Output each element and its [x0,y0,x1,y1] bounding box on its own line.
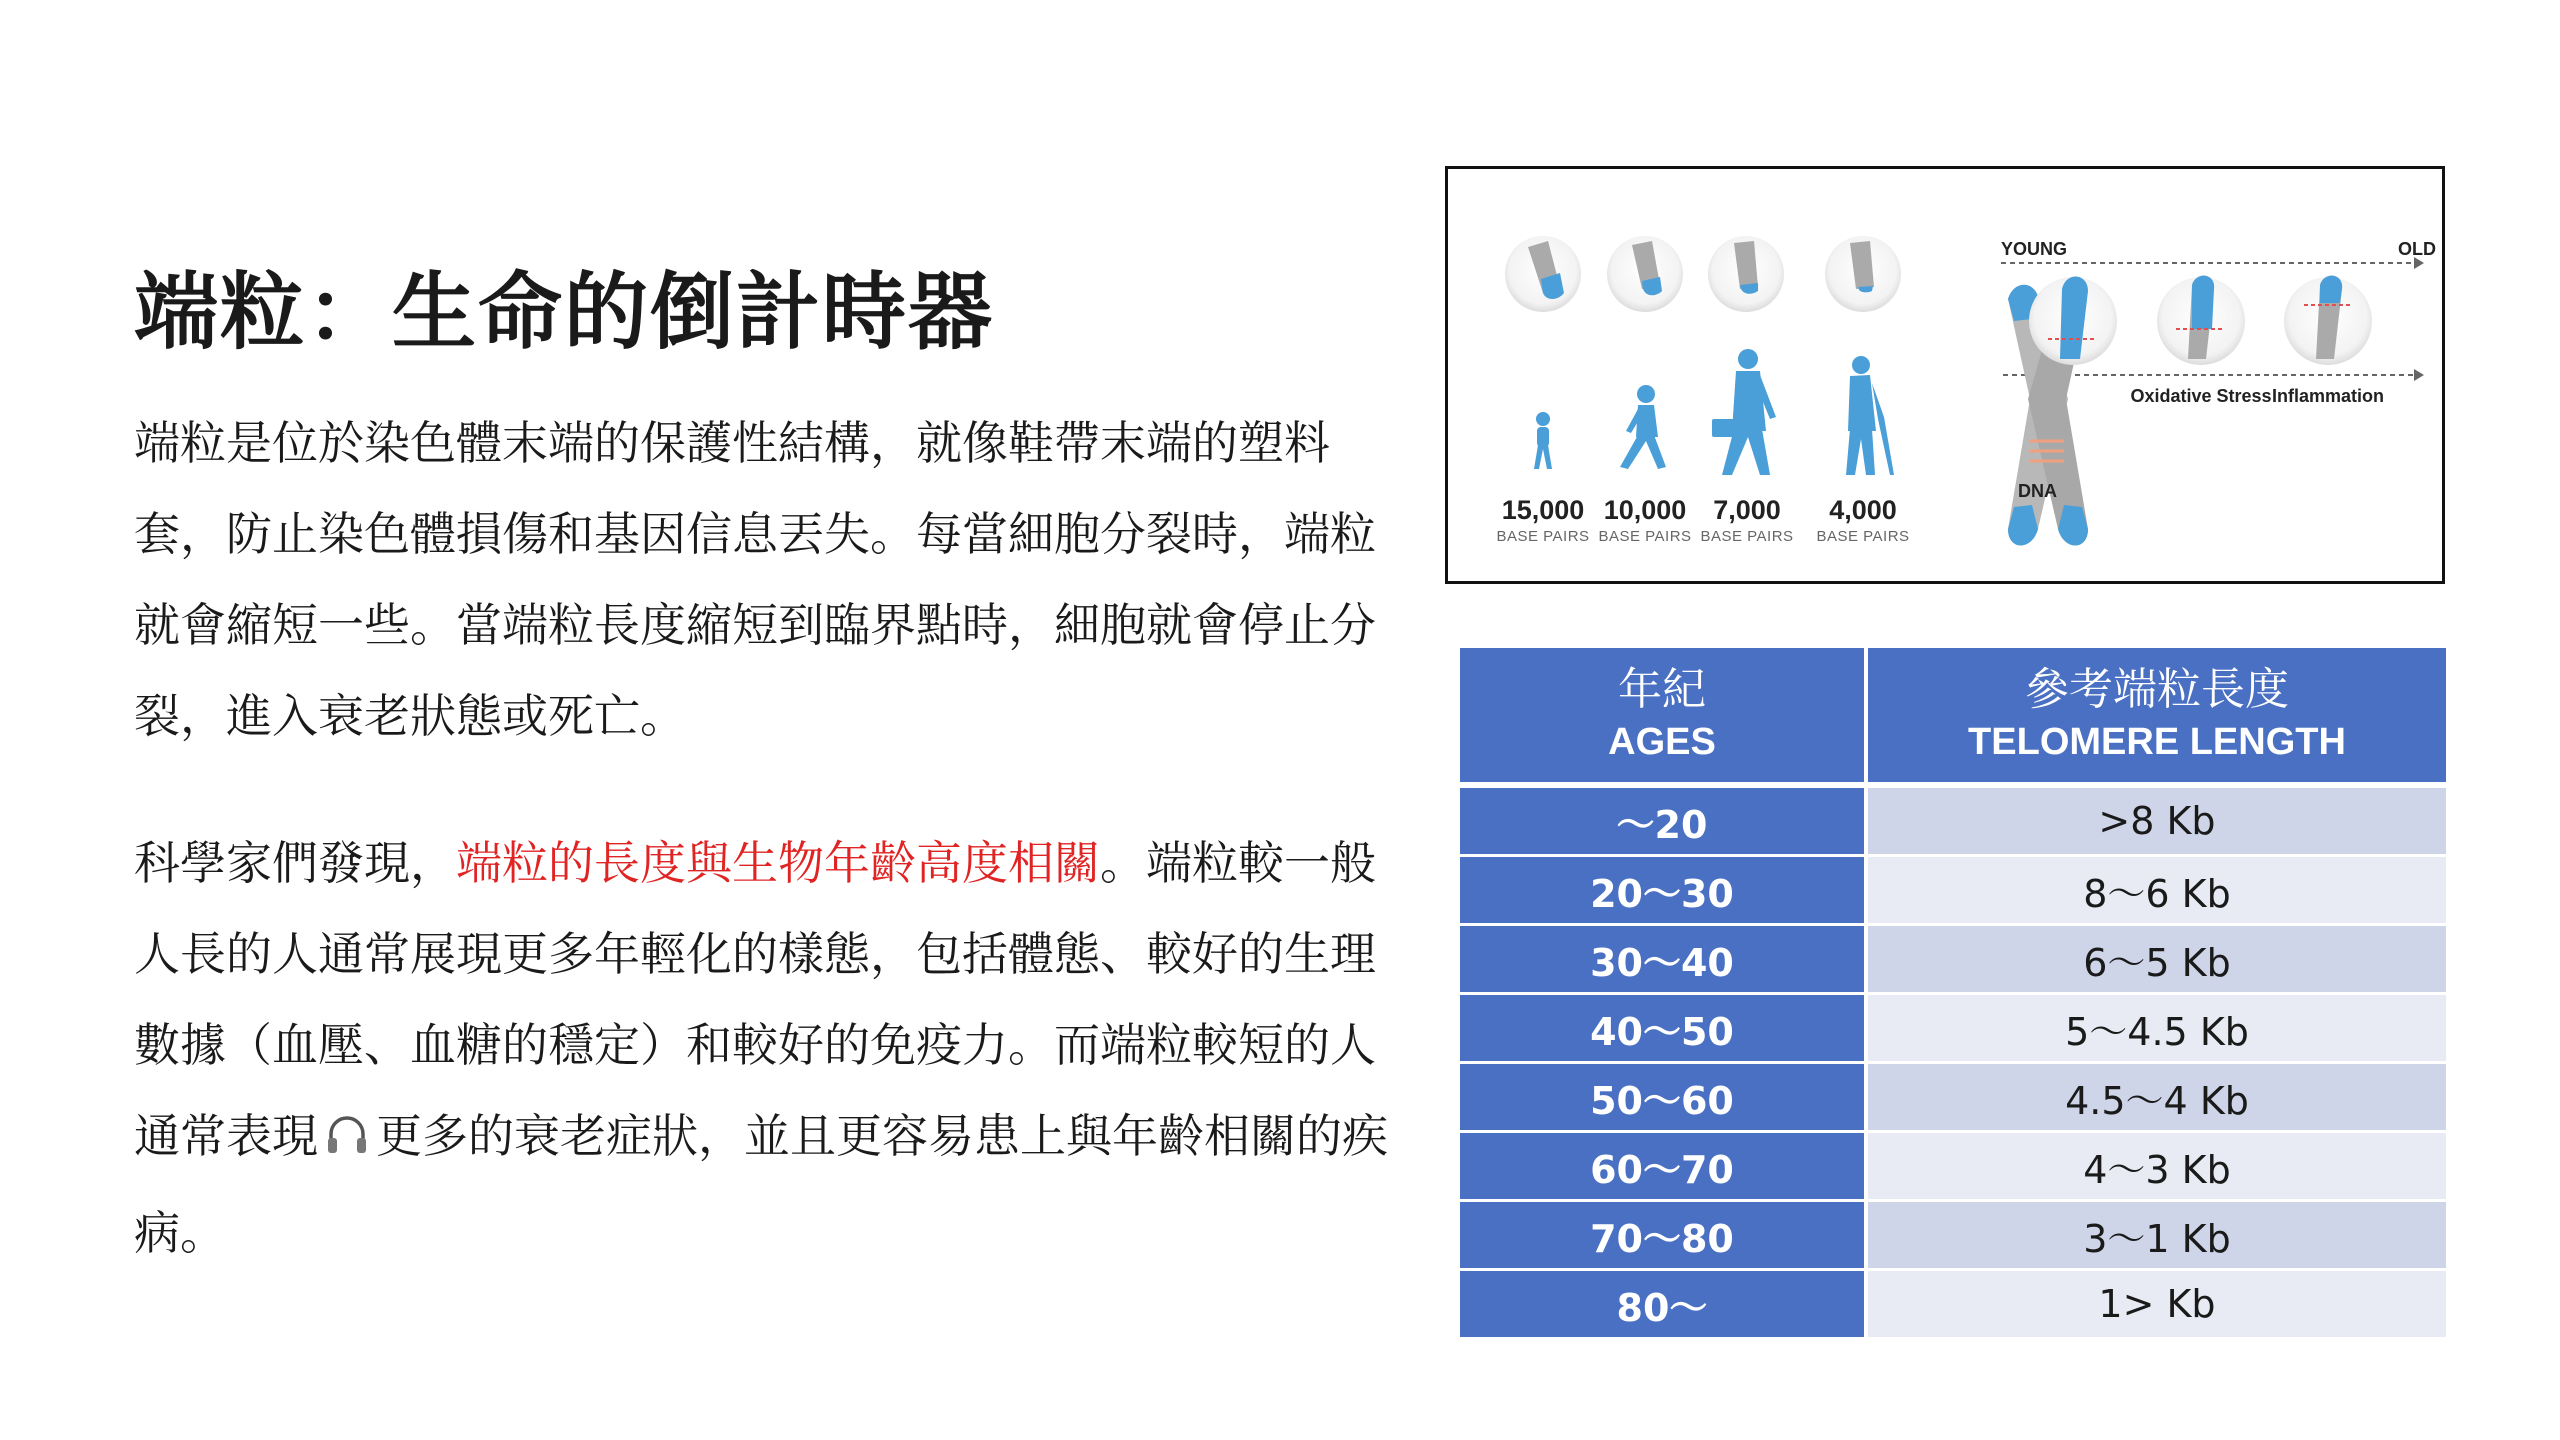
length-header-cn: 參考端粒長度 [2025,664,2289,715]
length-cell: 8～6 Kb [1868,857,2446,926]
table-row [1460,926,2446,995]
young-label: YOUNG [2001,239,2068,259]
paragraph-text: 。端粒較一般人長的人通常展現更多年輕化的樣態，包括體態、較好的生理數據（血壓、血糖的穩定）和較好的免疫力。而端粒較短的人通常表現 [134,836,1376,1163]
table-row [1460,1202,2446,1271]
telomere-young-icon [2029,276,2117,365]
chromosome-end-icon [1505,236,1581,312]
research-paragraph [134,818,1394,1279]
base-pair-label: BASE PAIRS [1700,528,1794,545]
age-cell: ～20 [1460,788,1868,857]
paragraph-text: 更多的衰老症狀，並且更容易患上與年齡相關的疾病。 [134,1109,1388,1260]
age-cell: 70～80 [1460,1202,1868,1271]
age-cell: 20～30 [1460,857,1868,926]
child-figure-icon [1534,412,1552,469]
table-header-row [1460,648,2446,788]
base-pair-label: BASE PAIRS [1598,528,1692,545]
age-cell: 80～ [1460,1271,1868,1340]
age-cell: 60～70 [1460,1133,1868,1202]
age-header [1460,648,1868,788]
table-row [1460,788,2446,857]
highlighted-text: 端粒的長度與生物年齡高度相關 [456,836,1100,890]
base-pair-count: 4,000 [1829,495,1897,525]
intro-paragraph: 端粒是位於染色體末端的保護性結構，就像鞋帶末端的塑料套，防止染色體損傷和基因信息丟失。每當細胞分裂時，端粒就會縮短一些。當端粒長度縮短到臨界點時，細胞就會停止分裂，進入衰老狀態或死亡。 [134,416,1376,743]
age-header-en: AGES [1608,721,1716,763]
chromosome-end-icon [1607,236,1683,312]
table-row [1460,1133,2446,1202]
age-cell: 30～40 [1460,926,1868,995]
old-label: OLD [2398,239,2436,259]
length-header [1868,648,2446,788]
base-pair-label: BASE PAIRS [1496,528,1590,545]
length-cell: 4～3 Kb [1868,1133,2446,1202]
base-pair-label: BASE PAIRS [1816,528,1910,545]
length-cell: 6～5 Kb [1868,926,2446,995]
length-cell: 4.5～4 Kb [1868,1064,2446,1133]
elderly-figure-icon [1846,356,1894,475]
telomere-length-table [1460,648,2446,1340]
inflammation-label: Inflammation [2271,386,2385,406]
table-row [1460,857,2446,926]
base-pair-count: 7,000 [1713,495,1781,525]
telomere-stress-icon [2157,276,2245,365]
length-cell: 3～1 Kb [1868,1202,2446,1271]
adult-figure-icon [1712,349,1776,475]
table-row [1460,1271,2446,1340]
paragraph-text: 科學家們發現， [134,836,456,890]
headphones-icon [324,1097,370,1188]
length-cell: >8 Kb [1868,788,2446,857]
dna-label: DNA [2018,481,2057,501]
chromosome-end-icon [1708,236,1784,312]
age-cell: 40～50 [1460,995,1868,1064]
age-cell: 50～60 [1460,1064,1868,1133]
chromosome-end-icon [1825,236,1901,312]
table-row [1460,1064,2446,1133]
length-header-en: TELOMERE LENGTH [1968,721,2346,763]
youth-figure-icon [1620,385,1666,469]
telomere-illustration [1445,166,2445,584]
base-pair-count: 15,000 [1501,495,1585,525]
length-cell: 5～4.5 Kb [1868,995,2446,1064]
length-cell: 1> Kb [1868,1271,2446,1340]
table-row [1460,995,2446,1064]
page-title: 端粒：生命的倒計時器 [134,263,995,361]
base-pair-count: 10,000 [1603,495,1687,525]
age-header-cn: 年紀 [1618,664,1706,715]
telomere-inflammation-icon [2284,276,2372,365]
oxidative-stress-label: Oxidative Stress [2130,386,2272,406]
